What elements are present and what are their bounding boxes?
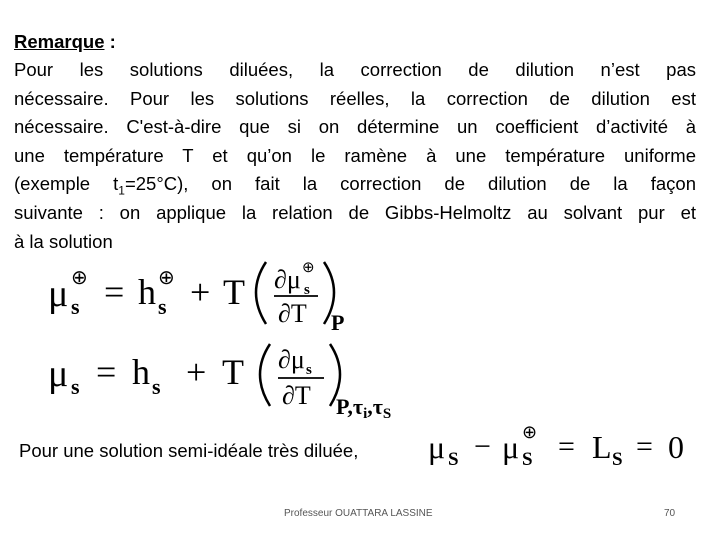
constraint-P: P	[331, 310, 345, 335]
equation-gibbs-helmholtz-solution	[40, 338, 440, 422]
constraint-sub-S: S	[382, 406, 392, 422]
paragraph-line-with-subscript	[14, 170, 696, 199]
mu-symbol: μ	[48, 273, 69, 315]
constraint-P-tau: P,τ	[336, 394, 364, 419]
mu-subscript: S	[448, 449, 459, 470]
equals-sign: =	[96, 352, 117, 392]
equals-sign: =	[636, 430, 653, 463]
paragraph-line: une température T et qu’on le ramène à une température uniforme	[14, 144, 696, 166]
paragraph-fragment: =25°C), on fait la correction de dilution de la façon	[124, 173, 696, 195]
mu-standard-superscript: ⊕	[522, 422, 538, 442]
mu-standard-subscript: S	[522, 449, 533, 470]
equation-semi-ideal	[424, 420, 694, 474]
L-subscript: S	[612, 449, 623, 470]
constraint-sub-i: i	[363, 406, 368, 422]
partial-mu-subscript: s	[306, 362, 312, 378]
paragraph-line: à la solution	[14, 230, 113, 252]
h-symbol: h	[138, 272, 156, 312]
mu-standard-symbol: μ	[502, 429, 520, 465]
paragraph-line: nécessaire. C'est-à-dire que si on détermine un coefficient d’activité à	[14, 116, 696, 138]
partial-mu-superscript: ⊕	[302, 260, 315, 276]
remark-title-colon: :	[104, 31, 116, 52]
partial-mu: ∂μ	[274, 265, 301, 294]
subscript-1: 1	[118, 184, 125, 199]
minus-sign: −	[474, 430, 491, 463]
paragraph-line: suivante : on applique la relation de Gibbs-Helmoltz au solvant pur et	[14, 201, 696, 223]
left-paren	[260, 344, 270, 406]
constraint-mid: ,τ	[367, 394, 383, 419]
partial-mu: ∂μ	[278, 345, 305, 374]
h-subscript: s	[158, 294, 167, 319]
mu-symbol: μ	[48, 353, 69, 395]
paragraph-line: nécessaire. Pour les solutions réelles, la correction de dilution est	[14, 87, 696, 109]
plus-sign: +	[186, 352, 207, 392]
page-number: 70	[664, 508, 676, 519]
zero: 0	[668, 429, 684, 465]
partial-mu-subscript: s	[304, 282, 310, 298]
semi-ideal-text: Pour une solution semi-idéale très diluée,	[19, 440, 359, 461]
T-symbol: T	[222, 352, 244, 392]
equation-gibbs-helmholtz-pure	[40, 258, 380, 336]
mu-subscript: s	[71, 374, 80, 399]
left-paren	[256, 262, 266, 324]
equals-sign: =	[104, 272, 125, 312]
mu-subscript: s	[71, 294, 80, 319]
remark-paragraph	[14, 56, 696, 256]
h-symbol: h	[132, 352, 150, 392]
T-symbol: T	[223, 272, 245, 312]
partial-T: ∂T	[282, 381, 311, 410]
remark-title-word: Remarque	[14, 31, 105, 52]
paragraph-line: Pour les solutions diluées, la correction de dilution n’est pas	[14, 59, 696, 80]
partial-T: ∂T	[278, 299, 307, 328]
remark-title	[14, 30, 116, 54]
footer-author: Professeur OUATTARA LASSINE	[284, 508, 433, 519]
h-superscript: ⊕	[158, 267, 175, 289]
mu-symbol: μ	[428, 429, 446, 465]
constraint	[336, 394, 391, 422]
equals-sign: =	[558, 430, 575, 463]
L-symbol: L	[592, 429, 612, 465]
paragraph-fragment: (exemple t	[14, 173, 119, 195]
h-subscript: s	[152, 374, 161, 399]
mu-superscript: ⊕	[71, 267, 88, 289]
plus-sign: +	[190, 272, 211, 312]
